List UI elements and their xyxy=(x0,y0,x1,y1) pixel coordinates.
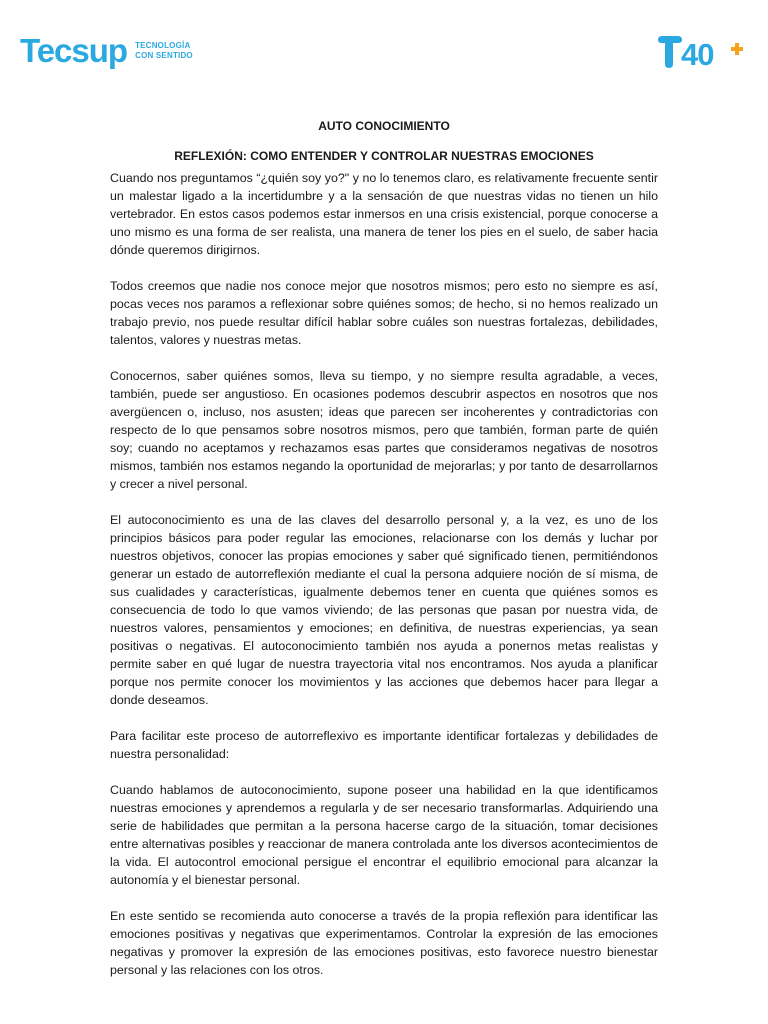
paragraph: Todos creemos que nadie nos conoce mejor que nosotros mismos; pero esto no siempre es así, pocas veces nos paramos a reflexionar sobre quiénes somos; de hecho, si no hemos realizado un trabajo previo, nos puede resultar difícil hablar sobre cuáles son nuestras fortalezas, debilidades, talentos, valores y nuestras metas. xyxy=(110,279,658,347)
paragraph: Conocernos, saber quiénes somos, lleva su tiempo, y no siempre resulta agradable, a veces, también, puede ser angustioso. En ocasiones podemos descubrir aspectos en nosotros que nos avergüencen o, incluso, nos asusten; ideas que parecen ser incoherentes y contradictorias con respecto de lo que pensamos sobre nosotros mismos, pero que también, forman parte de quién soy; cuando no aceptamos y rechazamos esas partes que consideramos negativas de nosotros mismos, también nos estamos negando la oportunidad de mejorarlas; y por tanto de desarrollarnos y crecer a nivel personal. xyxy=(110,369,658,491)
document-subtitle: REFLEXIÓN: COMO ENTENDER Y CONTROLAR NUESTRAS EMOCIONES xyxy=(174,149,594,163)
paragraph: Cuando nos preguntamos “¿quién soy yo?" y no lo tenemos claro, es relativamente frecuente sentir un malestar ligado a la incertidumbre y a la sensación de que nuestras vidas no tienen un hilo vertebrador. En estos casos podemos estar inmersos en una crisis existencial, porque conocerse a uno mismo es una forma de ser realista, una manera de tener los pies en el suelo, de saber hacia dónde queremos dirigirnos. xyxy=(110,171,658,257)
document-title: AUTO CONOCIMIENTO xyxy=(318,119,450,133)
page-header xyxy=(0,0,768,80)
brand-name: Tecsup xyxy=(20,32,128,69)
brand-tagline xyxy=(135,41,205,61)
paragraph: Cuando hablamos de autoconocimiento, supone poseer una habilidad en la que identificamos nuestras emociones y aprendemos a regularla y de ser necesario transformarlas. Adquiriendo una serie de habilidades que permitan a la persona hacerse cargo de la situación, tomar decisiones entre alternativas posibles y reaccionar de manera controlada ante los diversos acontecimientos de la vida. El autocontrol emocional persigue el encontrar el equilibrio emocional para alcanzar la autonomía y el bienestar personal. xyxy=(110,783,658,887)
paragraph: Para facilitar este proceso de autorreflexivo es importante identificar fortalezas y debilidades de nuestra personalidad: xyxy=(110,729,658,761)
t40-anniversary-logo xyxy=(656,34,746,70)
document-body xyxy=(110,117,658,979)
paragraph: El autoconocimiento es una de las claves del desarrollo personal y, a la vez, es uno de los principios básicos para poder regular las emociones, relacionarse con los demás y luchar por nuestros objetivos, conocer las propias emociones y saber qué significado tienen, permitiéndonos generar un estado de autorreflexión mediante el cual la persona adquiere noción de sí misma, de sus cualidades y características, igualmente debemos tener en cuenta que quiénes somos es consecuencia de todo lo que vamos viviendo; de las personas que pasan por nuestra vida, de nuestros valores, pensamientos y emociones; en definitiva, de nuestras experiencias, ya sean positivas o negativas. El autoconocimiento también nos ayuda a ponernos metas realistas y permite saber en qué lugar de nuestra trayectoria vital nos encontramos. Nos ayuda a planificar porque nos permite conocer los movimientos y las acciones que debemos hacer para llegar a donde deseamos. xyxy=(110,513,658,707)
brand-tagline-line1: TECNOLOGÍA xyxy=(135,40,191,50)
svg-text:40: 40 xyxy=(681,37,714,70)
paragraph: En este sentido se recomienda auto conocerse a través de la propia reflexión para identificar las emociones positivas y negativas que experimentamos. Controlar la expresión de las emociones negativas y promover la expresión de las emociones positivas, esto favorece nuestro bienestar personal y las relaciones con los otros. xyxy=(110,909,658,977)
brand-tagline-line2: CON SENTIDO xyxy=(135,50,193,60)
tecsup-logo xyxy=(20,34,205,67)
